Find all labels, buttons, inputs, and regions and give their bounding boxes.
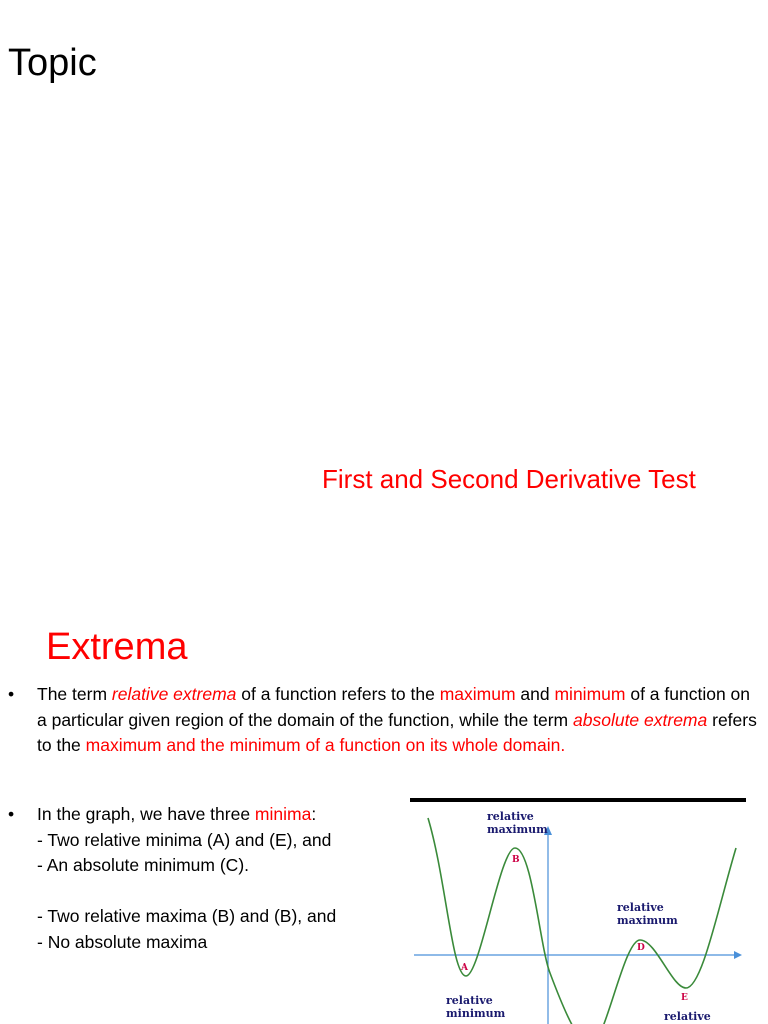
text-run: : — [311, 804, 317, 824]
point-d-label: D — [637, 943, 645, 953]
point-b-label: B — [512, 855, 520, 865]
point-a-label: A — [461, 963, 468, 973]
label-relative-minimum-word: minimum — [446, 1007, 506, 1020]
spacer — [37, 879, 397, 905]
slide-subtitle: First and Second Derivative Test — [322, 464, 696, 494]
text-run: and — [515, 684, 555, 704]
extrema-slide — [0, 576, 768, 1024]
label-relative-maximum-1: relative — [487, 810, 534, 823]
bullet-graph-description — [8, 802, 397, 955]
text-run: In the graph, we have three — [37, 804, 255, 824]
bullet-dot-icon: • — [8, 684, 15, 704]
term-minimum: minimum — [554, 684, 626, 704]
bullet-dot-icon: • — [8, 804, 15, 824]
text-run: of a function refers to the — [236, 684, 440, 704]
term-relative-extrema: relative extrema — [111, 684, 237, 704]
bullet-definition — [8, 682, 757, 759]
maxima-line-1: - Two relative maxima (B) and (B), and — [37, 906, 337, 926]
label-relative-minimum: relative — [446, 994, 493, 1007]
minima-line-2: - An absolute minimum (C). — [37, 855, 250, 875]
x-axis-arrow-icon — [734, 951, 742, 959]
point-e-label: E — [681, 993, 688, 1003]
term-whole-domain: maximum and the minimum of a function on its whole domain. — [85, 735, 566, 755]
term-absolute-extrema: absolute extrema — [573, 709, 708, 730]
label-relative-maximum-2: relative — [617, 901, 664, 914]
extrema-graph — [410, 798, 746, 1024]
label-relative-bottom: relative — [664, 1010, 711, 1023]
minima-line-1: - Two relative minima (A) and (E), and — [37, 829, 332, 850]
label-relative-maximum-1-word: maximum — [487, 823, 548, 836]
extrema-graph-svg — [410, 798, 746, 1024]
term-minima: minima — [254, 804, 312, 824]
text-run: The term — [37, 684, 112, 704]
text-run: of a function on a particular given region of the domain of the function, while the term — [37, 684, 751, 730]
slide-title: Topic — [8, 42, 97, 84]
maxima-line-2: - No absolute maxima — [37, 931, 208, 952]
term-maximum: maximum — [439, 684, 516, 704]
label-relative-maximum-2-word: maximum — [617, 914, 678, 927]
text-run: refers to the — [37, 709, 757, 755]
extrema-heading: Extrema — [46, 626, 188, 668]
graph-intro — [37, 802, 397, 828]
